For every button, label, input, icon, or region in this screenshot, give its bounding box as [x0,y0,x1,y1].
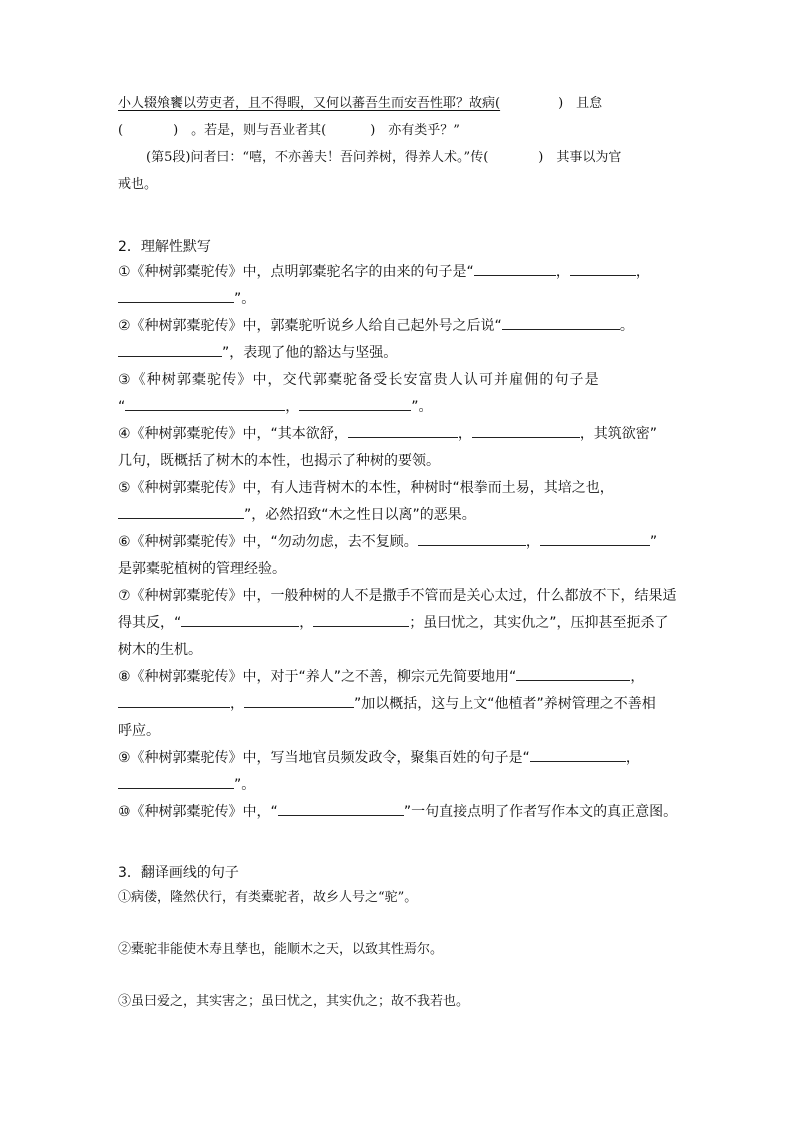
translate-sentence-2: ②橐驼非能使木寿且孳也，能顺木之天，以致其性焉尔。 [118,942,444,957]
answer-blank[interactable] [570,261,636,276]
question-7-cont: 得其反，“ ， ；虽曰忧之，其实仇之”，压抑甚至扼杀了 [118,610,676,637]
section-3-title: 3．翻译画线的句子 [118,865,239,881]
section-2-title: 2．理解性默写 [118,239,211,255]
answer-blank[interactable] [474,261,556,276]
question-5: ⑤《种树郭橐驼传》中，有人违背树木的本性，种树时“根拳而土易，其培之也， [118,480,614,496]
answer-blank[interactable] [118,288,234,303]
question-4: ④《种树郭橐驼传》中，“其本欲舒， ， ，其筑欲密” [118,421,676,448]
question-3-cont: “ ， ”。 [118,394,676,421]
translate-sentence-3: ③虽曰爱之，其实害之；虽曰忧之，其实仇之；故不我若也。 [118,994,470,1009]
question-9-cont: ”。 [118,772,676,799]
answer-blank[interactable] [313,612,409,627]
question-9: ⑨《种树郭橐驼传》中，写当地官员频发政令，聚集百姓的句子是“ ， [118,745,676,772]
answer-blank[interactable] [278,801,404,816]
answer-blank[interactable] [118,504,244,519]
question-3: ③《种树郭橐驼传》中，交代郭橐驼备受长安富贵人认可并雇佣的句子是 [118,372,600,388]
question-6: ⑥《种树郭橐驼传》中，“勿动勿虑，去不复顾。 ， ” [118,529,676,556]
question-8-cont: ， ”加以概括，这与上文“他植者”养树管理之不善相 [118,691,676,718]
section-2-questions [118,259,676,826]
question-1-cont: ”。 [118,286,676,313]
passage-line-3: (第5段)问者曰：“嘻，不亦善夫！吾问养树，得养人术。”传( ) 其事以为官 [146,150,622,165]
section-3-sentences [118,887,676,1013]
question-5-cont: ”，必然招致“木之性日以离”的恶果。 [118,502,676,529]
passage-line-1: 小人辍飧饔以劳吏者，且不得暇，又何以蕃吾生而安吾性耶？故病( ) 且怠 [118,96,603,111]
answer-blank[interactable] [118,774,234,789]
answer-blank[interactable] [530,747,626,762]
answer-blank[interactable] [516,666,630,681]
answer-blank[interactable] [125,396,285,411]
answer-blank[interactable] [348,423,458,438]
question-2-cont: ”，表现了他的豁达与坚强。 [118,340,676,367]
answer-blank[interactable] [472,423,580,438]
answer-blank[interactable] [299,396,411,411]
answer-blank[interactable] [181,612,299,627]
question-2: ②《种树郭橐驼传》中，郭橐驼听说乡人给自己起外号之后说“ 。 [118,313,676,340]
answer-blank[interactable] [502,315,620,330]
answer-blank[interactable] [244,693,354,708]
question-6-cont: 是郭橐驼植树的管理经验。 [118,561,286,577]
passage [118,92,676,196]
answer-blank[interactable] [118,693,230,708]
underlined-sentence: 小人辍飧饔以劳吏者，且不得暇，又何以蕃吾生而安吾性耶？故病( [118,96,501,111]
answer-blank[interactable] [418,531,526,546]
question-7-cont-2: 树木的生机。 [118,642,202,658]
answer-blank[interactable] [118,342,222,357]
question-8-cont-2: 呼应。 [118,723,160,739]
question-1: ①《种树郭橐驼传》中，点明郭橐驼名字的由来的句子是“ ， ， [118,259,676,286]
translate-sentence-1: ①病偻，隆然伏行，有类橐驼者，故乡人号之“驼”。 [118,890,418,905]
question-8: ⑧《种树郭橐驼传》中，对于“养人”之不善，柳宗元先简要地用“ ， [118,664,676,691]
question-10: ⑩《种树郭橐驼传》中，“ ”一句直接点明了作者写作本文的真正意图。 [118,799,676,826]
question-4-cont: 几句，既概括了树木的本性，也揭示了种树的要领。 [118,453,440,469]
passage-line-2: ( ) 。若是，则与吾业者其( ) 亦有类乎？” [118,123,460,138]
answer-blank[interactable] [540,531,650,546]
passage-line-4: 戒也。 [118,177,158,192]
question-7: ⑦《种树郭橐驼传》中，一般种树的人不是撒手不管而是关心太过，什么都放不下，结果适 [118,588,677,604]
